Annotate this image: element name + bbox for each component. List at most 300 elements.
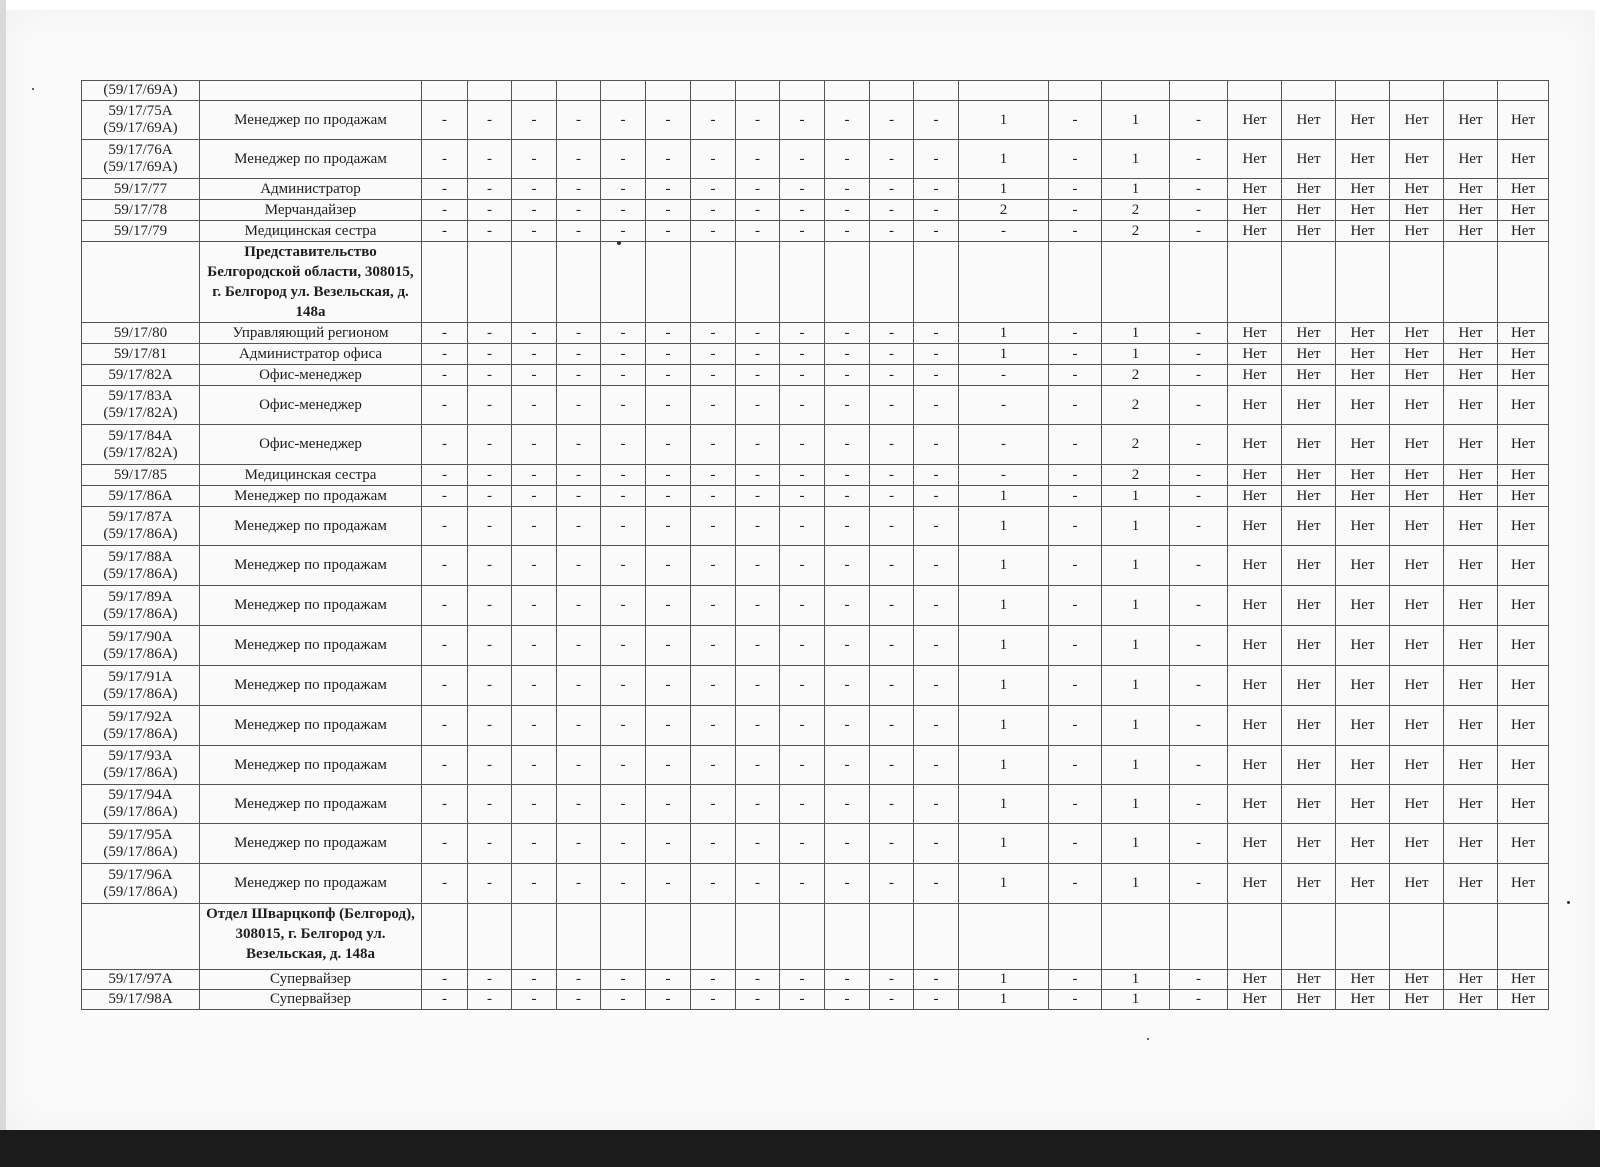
value-cell: -: [422, 586, 468, 626]
value-cell: Нет: [1444, 101, 1498, 140]
value-cell: -: [914, 465, 959, 486]
table-row: [82, 323, 1549, 344]
value-cell: Нет: [1282, 824, 1336, 864]
value-cell: -: [557, 586, 601, 626]
value-cell: Нет: [1228, 824, 1282, 864]
value-cell: -: [870, 507, 914, 546]
value-cell: -: [780, 824, 825, 864]
value-cell: -: [422, 507, 468, 546]
value-cell: -: [422, 785, 468, 824]
value-cell: Нет: [1498, 746, 1549, 785]
value-cell: -: [646, 101, 691, 140]
value-cell: Нет: [1498, 344, 1549, 365]
value-cell: -: [825, 344, 870, 365]
value-cell: Нет: [1228, 101, 1282, 140]
value-cell: -: [557, 864, 601, 904]
value-cell: -: [780, 507, 825, 546]
value-cell: -: [1049, 344, 1102, 365]
value-cell: -: [468, 626, 512, 666]
value-cell: [646, 81, 691, 101]
value-cell: -: [422, 666, 468, 706]
value-cell: -: [512, 706, 557, 746]
value-cell: [512, 81, 557, 101]
value-cell: 1: [959, 323, 1049, 344]
value-cell: -: [780, 386, 825, 425]
value-cell: Нет: [1444, 546, 1498, 586]
value-cell: -: [914, 101, 959, 140]
position-code-cell: 59/17/95А (59/17/86А): [82, 824, 200, 864]
value-cell: -: [736, 666, 780, 706]
value-cell: -: [512, 507, 557, 546]
value-cell: Нет: [1444, 425, 1498, 465]
table-row: [82, 365, 1549, 386]
value-cell: -: [736, 386, 780, 425]
value-cell: -: [646, 864, 691, 904]
value-cell: -: [691, 864, 736, 904]
value-cell: [1336, 242, 1390, 323]
position-title-cell: Офис-менеджер: [200, 386, 422, 425]
value-cell: -: [557, 626, 601, 666]
value-cell: Нет: [1390, 386, 1444, 425]
value-cell: -: [468, 425, 512, 465]
value-cell: -: [914, 666, 959, 706]
value-cell: -: [870, 706, 914, 746]
value-cell: Нет: [1228, 386, 1282, 425]
value-cell: Нет: [1228, 465, 1282, 486]
value-cell: -: [1170, 465, 1228, 486]
value-cell: -: [557, 486, 601, 507]
value-cell: -: [512, 666, 557, 706]
value-cell: -: [780, 425, 825, 465]
value-cell: Нет: [1390, 706, 1444, 746]
value-cell: -: [557, 824, 601, 864]
value-cell: -: [512, 221, 557, 242]
value-cell: -: [691, 344, 736, 365]
value-cell: Нет: [1390, 785, 1444, 824]
value-cell: -: [1049, 546, 1102, 586]
value-cell: -: [468, 365, 512, 386]
value-cell: -: [870, 221, 914, 242]
value-cell: -: [914, 221, 959, 242]
value-cell: Нет: [1228, 706, 1282, 746]
value-cell: -: [825, 586, 870, 626]
position-title-cell: Управляющий регионом: [200, 323, 422, 344]
value-cell: [468, 904, 512, 970]
value-cell: Нет: [1228, 626, 1282, 666]
value-cell: [825, 904, 870, 970]
value-cell: 1: [959, 706, 1049, 746]
value-cell: -: [468, 990, 512, 1010]
table-row: [82, 486, 1549, 507]
value-cell: -: [468, 179, 512, 200]
position-title-cell: Супервайзер: [200, 970, 422, 990]
value-cell: Нет: [1282, 586, 1336, 626]
value-cell: -: [422, 486, 468, 507]
value-cell: -: [914, 586, 959, 626]
value-cell: -: [601, 824, 646, 864]
value-cell: Нет: [1390, 344, 1444, 365]
position-code-cell: 59/17/88А (59/17/86А): [82, 546, 200, 586]
position-code-cell: 59/17/86А: [82, 486, 200, 507]
value-cell: [468, 81, 512, 101]
value-cell: -: [780, 179, 825, 200]
value-cell: -: [736, 706, 780, 746]
value-cell: -: [870, 179, 914, 200]
value-cell: Нет: [1390, 507, 1444, 546]
value-cell: Нет: [1336, 221, 1390, 242]
value-cell: -: [914, 200, 959, 221]
value-cell: [914, 81, 959, 101]
value-cell: -: [736, 486, 780, 507]
position-code-cell: 59/17/92А (59/17/86А): [82, 706, 200, 746]
value-cell: Нет: [1498, 486, 1549, 507]
value-cell: -: [870, 864, 914, 904]
value-cell: -: [870, 465, 914, 486]
value-cell: [1102, 81, 1170, 101]
value-cell: -: [870, 785, 914, 824]
value-cell: Нет: [1336, 140, 1390, 179]
value-cell: -: [1170, 546, 1228, 586]
value-cell: 2: [1102, 221, 1170, 242]
value-cell: -: [825, 221, 870, 242]
value-cell: [422, 81, 468, 101]
value-cell: Нет: [1282, 666, 1336, 706]
value-cell: -: [914, 785, 959, 824]
value-cell: -: [646, 486, 691, 507]
value-cell: -: [1049, 465, 1102, 486]
value-cell: -: [1049, 507, 1102, 546]
scan-speck: [1147, 1038, 1149, 1040]
value-cell: -: [601, 365, 646, 386]
value-cell: -: [601, 706, 646, 746]
value-cell: 1: [1102, 990, 1170, 1010]
value-cell: -: [601, 221, 646, 242]
value-cell: -: [914, 746, 959, 785]
value-cell: -: [1049, 323, 1102, 344]
value-cell: -: [468, 746, 512, 785]
value-cell: -: [1049, 746, 1102, 785]
value-cell: Нет: [1444, 140, 1498, 179]
value-cell: -: [646, 706, 691, 746]
value-cell: Нет: [1282, 140, 1336, 179]
value-cell: -: [691, 746, 736, 785]
value-cell: -: [422, 970, 468, 990]
value-cell: Нет: [1228, 179, 1282, 200]
value-cell: -: [825, 746, 870, 785]
value-cell: 1: [1102, 970, 1170, 990]
value-cell: Нет: [1444, 465, 1498, 486]
value-cell: -: [914, 140, 959, 179]
value-cell: [1228, 904, 1282, 970]
position-title-cell: Менеджер по продажам: [200, 586, 422, 626]
value-cell: -: [422, 323, 468, 344]
value-cell: -: [646, 990, 691, 1010]
value-cell: -: [601, 425, 646, 465]
value-cell: -: [1049, 990, 1102, 1010]
value-cell: -: [512, 365, 557, 386]
position-title-cell: Администратор офиса: [200, 344, 422, 365]
value-cell: Нет: [1390, 140, 1444, 179]
value-cell: Нет: [1228, 425, 1282, 465]
value-cell: -: [780, 546, 825, 586]
position-code-cell: 59/17/81: [82, 344, 200, 365]
value-cell: -: [870, 323, 914, 344]
value-cell: Нет: [1282, 864, 1336, 904]
value-cell: Нет: [1336, 365, 1390, 386]
value-cell: [870, 81, 914, 101]
position-code-cell: [82, 904, 200, 970]
position-code-cell: 59/17/93А (59/17/86А): [82, 746, 200, 785]
value-cell: -: [914, 425, 959, 465]
value-cell: [1049, 904, 1102, 970]
value-cell: Нет: [1282, 200, 1336, 221]
section-row: [82, 904, 1549, 970]
value-cell: -: [870, 824, 914, 864]
value-cell: Нет: [1498, 507, 1549, 546]
value-cell: Нет: [1390, 323, 1444, 344]
table-row: [82, 546, 1549, 586]
value-cell: -: [646, 507, 691, 546]
value-cell: -: [646, 666, 691, 706]
value-cell: -: [736, 824, 780, 864]
value-cell: -: [1170, 386, 1228, 425]
value-cell: 1: [959, 546, 1049, 586]
value-cell: -: [691, 386, 736, 425]
value-cell: -: [557, 386, 601, 425]
table-row: [82, 386, 1549, 425]
value-cell: -: [468, 344, 512, 365]
value-cell: -: [736, 101, 780, 140]
value-cell: [601, 904, 646, 970]
position-code-cell: 59/17/98А: [82, 990, 200, 1010]
value-cell: -: [780, 864, 825, 904]
value-cell: -: [1049, 666, 1102, 706]
position-title-cell: Менеджер по продажам: [200, 666, 422, 706]
value-cell: -: [512, 546, 557, 586]
value-cell: 1: [1102, 101, 1170, 140]
value-cell: -: [780, 970, 825, 990]
value-cell: [422, 904, 468, 970]
value-cell: 1: [1102, 666, 1170, 706]
value-cell: -: [736, 323, 780, 344]
value-cell: -: [914, 323, 959, 344]
position-code-cell: 59/17/97А: [82, 970, 200, 990]
position-title-cell: Супервайзер: [200, 990, 422, 1010]
value-cell: Нет: [1282, 970, 1336, 990]
value-cell: [736, 904, 780, 970]
position-title-cell: Менеджер по продажам: [200, 546, 422, 586]
value-cell: -: [601, 465, 646, 486]
value-cell: -: [512, 486, 557, 507]
position-title-cell: Медицинская сестра: [200, 465, 422, 486]
value-cell: -: [422, 546, 468, 586]
value-cell: -: [780, 586, 825, 626]
value-cell: 2: [1102, 465, 1170, 486]
value-cell: -: [736, 465, 780, 486]
value-cell: Нет: [1498, 365, 1549, 386]
value-cell: -: [468, 140, 512, 179]
value-cell: -: [1049, 386, 1102, 425]
value-cell: Нет: [1498, 864, 1549, 904]
value-cell: Нет: [1228, 365, 1282, 386]
value-cell: -: [825, 990, 870, 1010]
value-cell: -: [468, 706, 512, 746]
value-cell: -: [601, 785, 646, 824]
value-cell: Нет: [1444, 386, 1498, 425]
value-cell: [691, 242, 736, 323]
value-cell: -: [691, 546, 736, 586]
table-row: [82, 465, 1549, 486]
table-row: [82, 785, 1549, 824]
value-cell: -: [691, 486, 736, 507]
value-cell: [1444, 242, 1498, 323]
value-cell: -: [825, 140, 870, 179]
value-cell: -: [422, 990, 468, 1010]
table-row: [82, 970, 1549, 990]
position-code-cell: 59/17/90А (59/17/86А): [82, 626, 200, 666]
value-cell: Нет: [1444, 626, 1498, 666]
value-cell: -: [825, 425, 870, 465]
value-cell: Нет: [1390, 864, 1444, 904]
value-cell: -: [468, 824, 512, 864]
value-cell: -: [691, 586, 736, 626]
value-cell: -: [736, 970, 780, 990]
value-cell: Нет: [1228, 200, 1282, 221]
value-cell: -: [959, 365, 1049, 386]
value-cell: -: [780, 323, 825, 344]
value-cell: -: [512, 465, 557, 486]
value-cell: [1498, 904, 1549, 970]
value-cell: -: [736, 344, 780, 365]
value-cell: -: [1170, 586, 1228, 626]
value-cell: [959, 81, 1049, 101]
value-cell: -: [780, 465, 825, 486]
value-cell: -: [601, 200, 646, 221]
value-cell: -: [601, 990, 646, 1010]
value-cell: Нет: [1390, 365, 1444, 386]
value-cell: [1390, 81, 1444, 101]
value-cell: [736, 81, 780, 101]
value-cell: -: [1049, 365, 1102, 386]
value-cell: Нет: [1336, 864, 1390, 904]
value-cell: -: [601, 970, 646, 990]
value-cell: Нет: [1390, 970, 1444, 990]
value-cell: -: [422, 101, 468, 140]
value-cell: Нет: [1390, 746, 1444, 785]
value-cell: Нет: [1336, 824, 1390, 864]
value-cell: Нет: [1498, 626, 1549, 666]
value-cell: -: [646, 425, 691, 465]
value-cell: 1: [959, 344, 1049, 365]
value-cell: [870, 904, 914, 970]
value-cell: -: [557, 344, 601, 365]
value-cell: Нет: [1390, 990, 1444, 1010]
value-cell: -: [422, 626, 468, 666]
value-cell: [959, 242, 1049, 323]
value-cell: [1336, 81, 1390, 101]
value-cell: -: [422, 221, 468, 242]
value-cell: Нет: [1390, 465, 1444, 486]
value-cell: -: [1170, 101, 1228, 140]
position-code-cell: [82, 242, 200, 323]
value-cell: -: [468, 507, 512, 546]
value-cell: -: [646, 586, 691, 626]
value-cell: -: [825, 486, 870, 507]
position-code-cell: 59/17/87А (59/17/86А): [82, 507, 200, 546]
value-cell: [646, 904, 691, 970]
value-cell: Нет: [1390, 101, 1444, 140]
value-cell: -: [601, 507, 646, 546]
value-cell: 2: [1102, 365, 1170, 386]
value-cell: 2: [1102, 386, 1170, 425]
value-cell: -: [780, 626, 825, 666]
value-cell: [601, 81, 646, 101]
value-cell: Нет: [1498, 465, 1549, 486]
value-cell: 2: [1102, 425, 1170, 465]
value-cell: Нет: [1228, 546, 1282, 586]
value-cell: [780, 242, 825, 323]
value-cell: -: [691, 785, 736, 824]
value-cell: Нет: [1336, 507, 1390, 546]
section-row: [82, 242, 1549, 323]
value-cell: -: [870, 101, 914, 140]
value-cell: Нет: [1282, 323, 1336, 344]
value-cell: [736, 242, 780, 323]
value-cell: Нет: [1336, 465, 1390, 486]
value-cell: -: [422, 706, 468, 746]
value-cell: Нет: [1336, 626, 1390, 666]
value-cell: Нет: [1228, 344, 1282, 365]
value-cell: -: [870, 546, 914, 586]
value-cell: -: [646, 200, 691, 221]
value-cell: -: [557, 200, 601, 221]
value-cell: -: [1170, 365, 1228, 386]
value-cell: 1: [959, 586, 1049, 626]
table-row: [82, 706, 1549, 746]
value-cell: -: [422, 200, 468, 221]
value-cell: [1170, 904, 1228, 970]
value-cell: -: [601, 626, 646, 666]
value-cell: -: [512, 824, 557, 864]
value-cell: Нет: [1228, 586, 1282, 626]
value-cell: Нет: [1228, 990, 1282, 1010]
table-row: [82, 626, 1549, 666]
value-cell: -: [646, 465, 691, 486]
value-cell: -: [914, 990, 959, 1010]
value-cell: -: [557, 706, 601, 746]
value-cell: -: [646, 140, 691, 179]
value-cell: [512, 242, 557, 323]
value-cell: -: [870, 344, 914, 365]
value-cell: [691, 81, 736, 101]
value-cell: -: [601, 101, 646, 140]
value-cell: -: [1049, 626, 1102, 666]
value-cell: -: [557, 140, 601, 179]
value-cell: 1: [1102, 586, 1170, 626]
value-cell: -: [557, 465, 601, 486]
value-cell: Нет: [1498, 221, 1549, 242]
value-cell: 1: [959, 746, 1049, 785]
value-cell: -: [870, 425, 914, 465]
value-cell: -: [557, 507, 601, 546]
value-cell: Нет: [1444, 586, 1498, 626]
position-title-cell: Менеджер по продажам: [200, 785, 422, 824]
value-cell: Нет: [1336, 666, 1390, 706]
position-code-cell: 59/17/76А (59/17/69А): [82, 140, 200, 179]
value-cell: -: [646, 344, 691, 365]
value-cell: -: [1170, 824, 1228, 864]
value-cell: [1170, 81, 1228, 101]
